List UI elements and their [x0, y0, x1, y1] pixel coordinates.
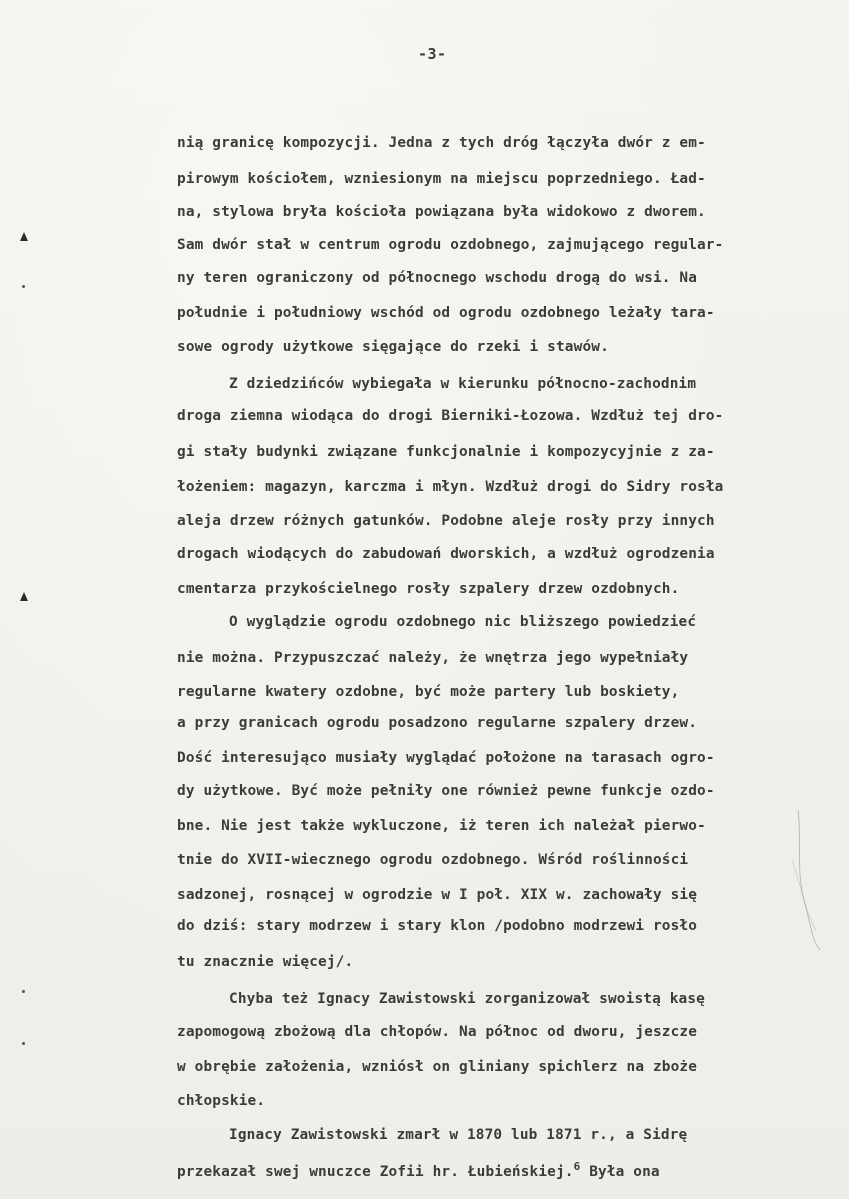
text-line: dy użytkowe. Być może pełniły one również pewne funkcje ozdo- [177, 783, 715, 799]
text-line: łożeniem: magazyn, karczma i młyn. Wzdłuż drogi do Sidry rosła [177, 479, 724, 495]
text-line: regularne kwatery ozdobne, być może partery lub boskiety, [177, 684, 680, 700]
text-line: zapomogową zbożową dla chłopów. Na północ od dworu, jeszcze [177, 1024, 698, 1040]
text-line-content: przekazał swej wnuczce Zofii hr. Łubieńskiej. [177, 1164, 574, 1180]
margin-dot [22, 990, 25, 993]
page-number: -3- [418, 45, 447, 63]
binder-hole-mark [20, 592, 28, 601]
text-line: tu znacznie więcej/. [177, 954, 354, 970]
text-line: ny teren ograniczony od północnego wschodu drogą do wsi. Na [177, 270, 698, 286]
text-line: drogach wiodących do zabudowań dworskich, a wzdłuż ogrodzenia [177, 546, 715, 562]
text-line: południe i południowy wschód od ogrodu ozdobnego leżały tara- [177, 305, 715, 321]
text-line: tnie do XVII-wiecznego ogrodu ozdobnego. Wśród roślinności [177, 852, 689, 868]
text-line: Dość interesująco musiały wyglądać położone na tarasach ogro- [177, 750, 715, 766]
text-line: sadzonej, rosnącej w ogrodzie w I poł. XIX w. zachowały się [177, 887, 698, 903]
text-line: Z dziedzińców wybiegała w kierunku północno-zachodnim [229, 376, 697, 392]
text-line: do dziś: stary modrzew i stary klon /podobno modrzewi rosło [177, 918, 698, 934]
text-line: O wyglądzie ogrodu ozdobnego nic bliższego powiedzieć [229, 614, 697, 630]
text-line: droga ziemna wiodąca do drogi Bierniki-Łozowa. Wzdłuż tej dro- [177, 408, 724, 424]
footnote-marker: 6 [573, 1160, 581, 1173]
text-line: bne. Nie jest także wykluczone, iż teren ich należał pierwo- [177, 818, 706, 834]
text-line: pirowym kościołem, wzniesionym na miejscu poprzedniego. Ład- [177, 171, 706, 187]
text-line: w obrębie założenia, wzniósł on gliniany spichlerz na zboże [177, 1059, 698, 1075]
text-line: Sam dwór stał w centrum ogrodu ozdobnego, zajmującego regular- [177, 237, 724, 253]
text-line: na, stylowa bryła kościoła powiązana była widokowo z dworem. [177, 204, 706, 220]
text-line-tail: Była ona [589, 1164, 660, 1180]
text-line: cmentarza przykościelnego rosły szpalery drzew ozdobnych. [177, 581, 680, 597]
text-line-last [177, 1161, 660, 1179]
text-line: nie można. Przypuszczać należy, że wnętrza jego wypełniały [177, 650, 689, 666]
binder-hole-mark [20, 232, 28, 241]
text-line: Ignacy Zawistowski zmarł w 1870 lub 1871 r., a Sidrę [229, 1127, 688, 1143]
text-line: gi stały budynki związane funkcjonalnie i kompozycyjnie z za- [177, 444, 715, 460]
text-line: chłopskie. [177, 1093, 266, 1109]
margin-dot [22, 285, 25, 288]
text-line: a przy granicach ogrodu posadzono regularne szpalery drzew. [177, 715, 698, 731]
text-line: Chyba też Ignacy Zawistowski zorganizował swoistą kasę [229, 991, 705, 1007]
pencil-scribble-mark [790, 800, 849, 960]
text-line: sowe ogrody użytkowe sięgające do rzeki i stawów. [177, 339, 609, 355]
margin-dot [22, 1042, 25, 1045]
text-line: aleja drzew różnych gatunków. Podobne aleje rosły przy innych [177, 513, 715, 529]
text-line: nią granicę kompozycji. Jedna z tych dróg łączyła dwór z em- [177, 135, 706, 151]
